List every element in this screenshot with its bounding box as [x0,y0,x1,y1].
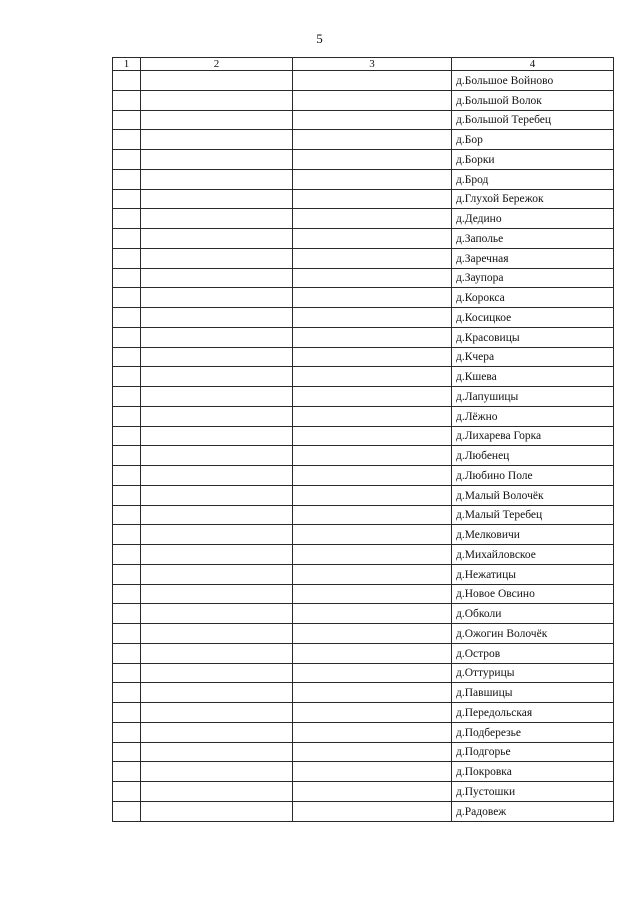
table-cell-col2 [141,347,293,367]
table-cell-col3 [293,446,452,466]
table-cell-col2 [141,90,293,110]
table-cell-col1 [113,742,141,762]
table-cell-col3 [293,604,452,624]
table-cell-col2 [141,466,293,486]
table-cell-col4: д.Любенец [452,446,614,466]
table-cell-col1 [113,564,141,584]
table-row [113,762,614,782]
table-cell-col4: д.Новое Овсино [452,584,614,604]
table-cell-col1 [113,683,141,703]
table-cell-col1 [113,782,141,802]
column-header: 1 [113,58,141,71]
table-row [113,782,614,802]
table-cell-col2 [141,248,293,268]
table-cell-col2 [141,604,293,624]
table-cell-col3 [293,406,452,426]
table-row [113,703,614,723]
table-cell-col4: д.Остров [452,643,614,663]
table-cell-col3 [293,505,452,525]
table-cell-col3 [293,801,452,821]
table-row [113,663,614,683]
table-cell-col2 [141,189,293,209]
table-cell-col3 [293,189,452,209]
table-cell-col4: д.Брод [452,169,614,189]
table-cell-col1 [113,189,141,209]
table-cell-col3 [293,683,452,703]
table-row [113,288,614,308]
table-cell-col3 [293,466,452,486]
table-cell-col1 [113,387,141,407]
table-cell-col4: д.Лапушицы [452,387,614,407]
table-cell-col2 [141,703,293,723]
table-cell-col2 [141,801,293,821]
table-cell-col3 [293,663,452,683]
table-cell-col4: д.Корокса [452,288,614,308]
table-cell-col1 [113,604,141,624]
table-cell-col3 [293,347,452,367]
table-cell-col4: д.Мелковичи [452,525,614,545]
table-cell-col2 [141,643,293,663]
table-cell-col2 [141,564,293,584]
table-cell-col4: д.Бор [452,130,614,150]
table-cell-col1 [113,426,141,446]
table-cell-col2 [141,308,293,328]
table-row [113,327,614,347]
table-cell-col2 [141,327,293,347]
table-cell-col3 [293,308,452,328]
table-cell-col4: д.Михайловское [452,545,614,565]
table-cell-col3 [293,71,452,91]
table-cell-col1 [113,288,141,308]
table-cell-col3 [293,150,452,170]
table-cell-col1 [113,209,141,229]
table-cell-col2 [141,288,293,308]
table-cell-col2 [141,406,293,426]
table-cell-col4: д.Заречная [452,248,614,268]
table-cell-col2 [141,426,293,446]
table-cell-col2 [141,130,293,150]
table-cell-col1 [113,169,141,189]
table-row [113,209,614,229]
table-cell-col3 [293,169,452,189]
column-header: 4 [452,58,614,71]
table-cell-col3 [293,545,452,565]
table-cell-col2 [141,742,293,762]
table-cell-col1 [113,762,141,782]
table-row [113,564,614,584]
table-cell-col1 [113,485,141,505]
table-cell-col4: д.Радовеж [452,801,614,821]
table-cell-col3 [293,624,452,644]
table-row [113,387,614,407]
table-cell-col3 [293,327,452,347]
table-cell-col1 [113,150,141,170]
table-cell-col1 [113,268,141,288]
table-row [113,485,614,505]
table-cell-col4: д.Кшева [452,367,614,387]
table-cell-col2 [141,624,293,644]
table-cell-col4: д.Малый Теребец [452,505,614,525]
table-row [113,604,614,624]
table-cell-col2 [141,110,293,130]
table-row [113,505,614,525]
table-row [113,169,614,189]
table-cell-col4: д.Оттурицы [452,663,614,683]
table-cell-col4: д.Косицкое [452,308,614,328]
table-cell-col2 [141,387,293,407]
table-cell-col1 [113,308,141,328]
table-row [113,229,614,249]
table-cell-col4: д.Подгорье [452,742,614,762]
table-cell-col2 [141,683,293,703]
table-cell-col1 [113,722,141,742]
table-cell-col1 [113,71,141,91]
table-cell-col2 [141,229,293,249]
column-header: 2 [141,58,293,71]
table-cell-col2 [141,762,293,782]
table-cell-col4: д.Кчера [452,347,614,367]
table-cell-col1 [113,110,141,130]
table-cell-col1 [113,229,141,249]
table-cell-col3 [293,742,452,762]
table-row [113,268,614,288]
table-cell-col2 [141,485,293,505]
table-cell-col4: д.Борки [452,150,614,170]
settlements-table [112,57,614,822]
table-cell-col2 [141,150,293,170]
column-header: 3 [293,58,452,71]
table-row [113,426,614,446]
table-cell-col4: д.Большой Волок [452,90,614,110]
table-cell-col4: д.Заупора [452,268,614,288]
table-row [113,189,614,209]
table-cell-col1 [113,466,141,486]
table-cell-col4: д.Лёжно [452,406,614,426]
table-row [113,248,614,268]
table-cell-col1 [113,703,141,723]
table-row [113,742,614,762]
table-cell-col4: д.Покровка [452,762,614,782]
table-cell-col4: д.Заполье [452,229,614,249]
table-cell-col3 [293,564,452,584]
table-row [113,624,614,644]
table-cell-col3 [293,525,452,545]
table-cell-col4: д.Малый Волочёк [452,485,614,505]
table-row [113,150,614,170]
table-cell-col2 [141,367,293,387]
table-cell-col2 [141,505,293,525]
page-number: 5 [316,31,323,46]
table-cell-col3 [293,367,452,387]
table-row [113,801,614,821]
table-cell-col3 [293,110,452,130]
table-cell-col4: д.Нежатицы [452,564,614,584]
table-cell-col1 [113,90,141,110]
table-cell-col3 [293,584,452,604]
table-row [113,545,614,565]
table-cell-col2 [141,209,293,229]
table-row [113,308,614,328]
table-cell-col1 [113,545,141,565]
table-cell-col4: д.Красовицы [452,327,614,347]
table-cell-col1 [113,130,141,150]
table-cell-col3 [293,209,452,229]
table-cell-col4: д.Любино Поле [452,466,614,486]
table-cell-col3 [293,387,452,407]
table-cell-col1 [113,248,141,268]
table-body [113,58,614,822]
table-cell-col1 [113,525,141,545]
table-cell-col3 [293,485,452,505]
table-cell-col1 [113,584,141,604]
table-row [113,584,614,604]
table-cell-col4: д.Большой Теребец [452,110,614,130]
table-cell-col3 [293,762,452,782]
table-cell-col2 [141,584,293,604]
table-cell-col4: д.Подберезье [452,722,614,742]
table-cell-col1 [113,327,141,347]
table-cell-col4: д.Ожогин Волочёк [452,624,614,644]
table-header-row [113,58,614,71]
table-cell-col4: д.Большое Войново [452,71,614,91]
table-cell-col4: д.Пустошки [452,782,614,802]
table-cell-col4: д.Глухой Бережок [452,189,614,209]
table-cell-col1 [113,663,141,683]
table-cell-col2 [141,525,293,545]
table-cell-col2 [141,782,293,802]
table-cell-col3 [293,229,452,249]
table-row [113,643,614,663]
table-cell-col3 [293,248,452,268]
table-row [113,466,614,486]
table-cell-col3 [293,426,452,446]
table-row [113,347,614,367]
table-cell-col4: д.Павшицы [452,683,614,703]
table-row [113,525,614,545]
table-cell-col2 [141,663,293,683]
table-cell-col2 [141,268,293,288]
table-cell-col3 [293,90,452,110]
table-cell-col3 [293,130,452,150]
table-row [113,446,614,466]
table-cell-col3 [293,268,452,288]
table-cell-col4: д.Дедино [452,209,614,229]
table-cell-col2 [141,446,293,466]
table-cell-col4: д.Передольская [452,703,614,723]
table-row [113,406,614,426]
table-cell-col3 [293,288,452,308]
table-cell-col3 [293,722,452,742]
table-row [113,367,614,387]
table-cell-col1 [113,505,141,525]
table-row [113,130,614,150]
table-cell-col3 [293,703,452,723]
table-cell-col1 [113,624,141,644]
table-cell-col1 [113,643,141,663]
table-cell-col4: д.Лихарева Горка [452,426,614,446]
table-cell-col2 [141,545,293,565]
table-cell-col3 [293,782,452,802]
table-cell-col1 [113,801,141,821]
table-cell-col1 [113,406,141,426]
table-cell-col1 [113,446,141,466]
table-row [113,683,614,703]
table-row [113,90,614,110]
table-cell-col2 [141,71,293,91]
table-cell-col2 [141,169,293,189]
table-cell-col1 [113,367,141,387]
table-row [113,722,614,742]
table-row [113,71,614,91]
table-cell-col2 [141,722,293,742]
table-row [113,110,614,130]
table-cell-col3 [293,643,452,663]
table-cell-col4: д.Обколи [452,604,614,624]
table-cell-col1 [113,347,141,367]
